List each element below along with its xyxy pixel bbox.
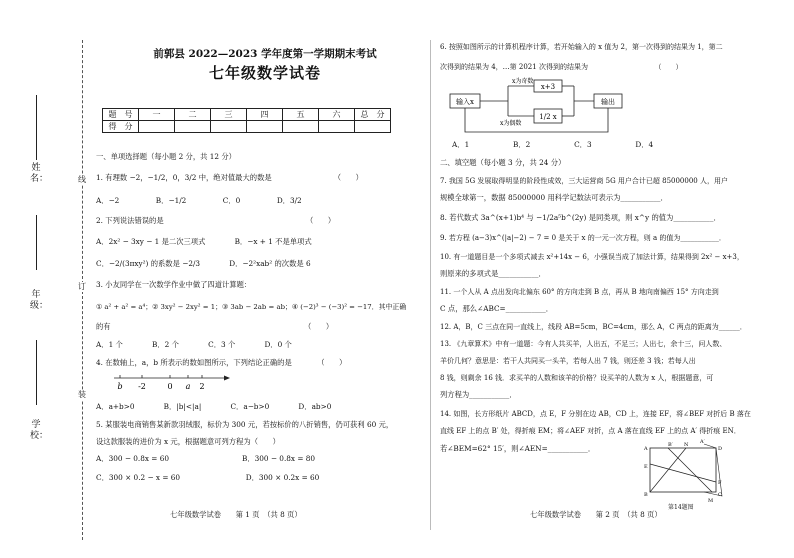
question-text: 12. A，B，C 三点在同一直线上，线段 AB=5cm，BC=4cm，那么 A，C 两点的距离为______． <box>440 323 747 331</box>
question-text: 9. 若方程 (a−3)x^(|a|−2) − 7 = 0 是关于 x 的一元一次方程，则 a 的值为___________． <box>440 234 726 242</box>
section-heading: 二、填空题（每小题 3 分，共 24 分） <box>440 158 566 167</box>
cut-mark: 订 <box>78 282 86 291</box>
score-cell[interactable] <box>319 121 355 133</box>
question-text: 则原来的多项式是___________． <box>440 269 546 278</box>
question-text: 13. 《九章算术》中有一道题：今有人共买羊，人出五，不足三；人出七，余十三，问人数、 <box>440 340 727 348</box>
figure-caption: 第14题图 <box>668 504 694 511</box>
score-header-cell: 六 <box>319 109 355 121</box>
number-line-label: 2 <box>199 382 205 391</box>
question-text: 7. 我国 5G 发展取得明显的阶段性成效，三大运营商 5G 用户合计已超 85000000 人，用户 <box>440 177 728 185</box>
question-text: 次得到的结果为 4，…第 2021 次得到的结果为 （ ） <box>440 63 683 71</box>
number-line-figure <box>112 370 232 392</box>
paper-title: 七年级数学试卷 <box>208 64 321 82</box>
question-text: 羊价几何？意思是：若干人共同买一头羊，若每人出 7 钱，则还差 3 钱；若每人出 <box>440 357 696 365</box>
flow-half-box: 1/2 x <box>539 113 557 121</box>
question-options: C．300 × 0.2 − x = 60 D．300 × 0.2x = 60 <box>96 473 320 482</box>
score-header-cell: 四 <box>247 109 283 121</box>
point-label: A′ <box>700 439 705 445</box>
exam-title: 前郭县 2022—2023 学年度第一学期期末考试 <box>153 48 377 60</box>
score-cell[interactable] <box>247 121 283 133</box>
question-text: 直线 EF 上的点 B′ 处，得折痕 EM；将∠AEF 对折，点 A 落在直线 EF 上的点 A′ 得折痕 EN． <box>440 427 741 435</box>
cut-mark: 线 <box>78 175 86 184</box>
question-text: 8. 若代数式 3a^(x+1)b⁴ 与 −1/2a⁵b^(2y) 是同类项，则 x^y 的值为___________． <box>440 213 721 222</box>
score-header-cell: 总 分 <box>355 109 391 121</box>
question-text: 的有 （ ） <box>96 322 334 331</box>
page-footer-right: 七年级数学试卷 第 2 页 （共 8 页） <box>530 510 662 519</box>
question-options: C．−2/(3πxy²) 的系数是 −2/3 D．−2²xab² 的次数是 6 <box>96 259 311 268</box>
name-label: 姓名： <box>30 163 49 184</box>
point-label: B <box>644 492 648 498</box>
question-text: 14. 如图，长方形纸片 ABCD，点 E，F 分别在边 AB，CD 上，连接 EF，将∠BEF 对折后 B 落在 <box>440 410 751 418</box>
question-options: A．−2 B．−1/2 C．0 D．3/2 <box>96 196 302 205</box>
column-divider <box>430 40 431 530</box>
section-heading: 一、单项选择题（每小题 2 分，共 12 分） <box>96 152 236 161</box>
question-options: A．300 − 0.8x = 60 B．300 − 0.8x = 80 <box>96 454 316 463</box>
score-table <box>102 108 391 133</box>
point-label: F <box>718 480 722 486</box>
score-header-cell: 一 <box>139 109 175 121</box>
binding-margin <box>0 0 92 558</box>
question-text: 3. 小友同学在一次数学作业中做了四道计算题： <box>96 280 252 289</box>
score-header-cell: 题 号 <box>103 109 139 121</box>
score-cell[interactable] <box>211 121 247 133</box>
flow-plus3-box: x+3 <box>540 83 556 91</box>
point-label: E <box>644 464 648 470</box>
question-text: 1. 有理数 −2，−1/2，0，3/2 中，绝对值最大的数是 （ ） <box>96 173 363 182</box>
question-text: 6. 按照如图所示的计算机程序计算，若开始输入的 x 值为 2，第一次得到的结果为 1，第二 <box>440 43 723 51</box>
number-line-label: b <box>117 382 123 391</box>
score-cell[interactable] <box>139 121 175 133</box>
question-text: 10. 有一道题目是一个多项式减去 x²+14x − 6，小强误当成了加法计算，结果得到 2x² − x+3， <box>440 253 744 261</box>
point-label: N <box>684 442 689 448</box>
point-label: D <box>718 446 723 452</box>
question-text: 11. 一个人从 A 点出发向北偏东 60° 的方向走到 B 点，再从 B 地向南偏西 15° 方向走到 <box>440 288 719 296</box>
margin-line <box>36 340 37 405</box>
point-label: C <box>718 492 722 498</box>
geometry-figure-14 <box>642 438 726 504</box>
question-options: A．2x² − 3xy − 1 是二次三项式 B．−x + 1 不是单项式 <box>96 237 312 246</box>
question-text: 4. 在数轴上，a，b 所表示的数如图所示，下列结论正确的是 （ ） <box>96 358 347 367</box>
number-line-label: 0 <box>167 382 173 391</box>
score-header-cell: 二 <box>175 109 211 121</box>
score-header-cell: 五 <box>283 109 319 121</box>
number-line-label: -2 <box>138 382 146 391</box>
flow-odd-label: x为奇数 <box>512 78 534 85</box>
score-table-score-row <box>103 121 391 133</box>
question-text: C 点，那么∠ABC=___________． <box>440 304 554 313</box>
question-options: A．a+b>0 B．|b|<|a| C．a−b>0 D．ab>0 <box>96 402 332 411</box>
margin-line <box>36 215 37 270</box>
score-cell[interactable] <box>355 121 391 133</box>
score-cell[interactable] <box>175 121 211 133</box>
question-text: 规模全球第一，数据 85000000 用科学记数法可表示为___________． <box>440 193 668 202</box>
score-header-cell: 三 <box>211 109 247 121</box>
flow-even-label: x为偶数 <box>500 120 522 127</box>
number-line-label: a <box>185 382 191 391</box>
flow-output-box: 输出 <box>601 98 615 106</box>
question-text: 2. 下列说法错误的是 （ ） <box>96 216 336 225</box>
class-label: 年级： <box>30 290 49 311</box>
question-text: 8 钱，则剩余 16 钱．求买羊的人数和该羊的价格？设买羊的人数为 x 人，根据题意，可 <box>440 374 714 382</box>
score-cell[interactable] <box>283 121 319 133</box>
page-footer-left: 七年级数学试卷 第 1 页 （共 8 页） <box>170 510 302 519</box>
point-label: A <box>644 446 648 452</box>
program-flowchart <box>448 76 628 136</box>
question-options: A．1 B．2 C．3 D．4 <box>452 140 654 149</box>
cut-mark: 装 <box>78 390 86 399</box>
score-table-header-row <box>103 109 391 121</box>
question-text: 5. 某服装电商销售某新款羽绒服，标价为 300 元，若按标价的八折销售，仍可获利 60 元， <box>96 420 394 429</box>
point-label: B′ <box>668 442 673 448</box>
question-options: A．1 个 B．2 个 C．3 个 D．0 个 <box>96 340 292 349</box>
score-row-label: 得 分 <box>103 121 139 133</box>
question-text: 列方程为___________． <box>440 390 517 399</box>
school-label: 学校： <box>30 420 49 441</box>
question-text: 设这款服装的进价为 x 元，根据题意可列方程为（ ） <box>96 437 280 446</box>
question-text: 若∠BEM=62° 15′，则∠AEN=___________． <box>440 444 596 453</box>
margin-line <box>36 95 37 160</box>
flow-input-box: 输入x <box>456 98 474 106</box>
question-text: ① a² + a² = a⁴；② 3xy² − 2xy² = 1；③ 3ab − 2ab = ab；④ (−2)³ − (−3)² = −17．其中正确 <box>96 303 407 311</box>
point-label: M <box>708 498 714 504</box>
